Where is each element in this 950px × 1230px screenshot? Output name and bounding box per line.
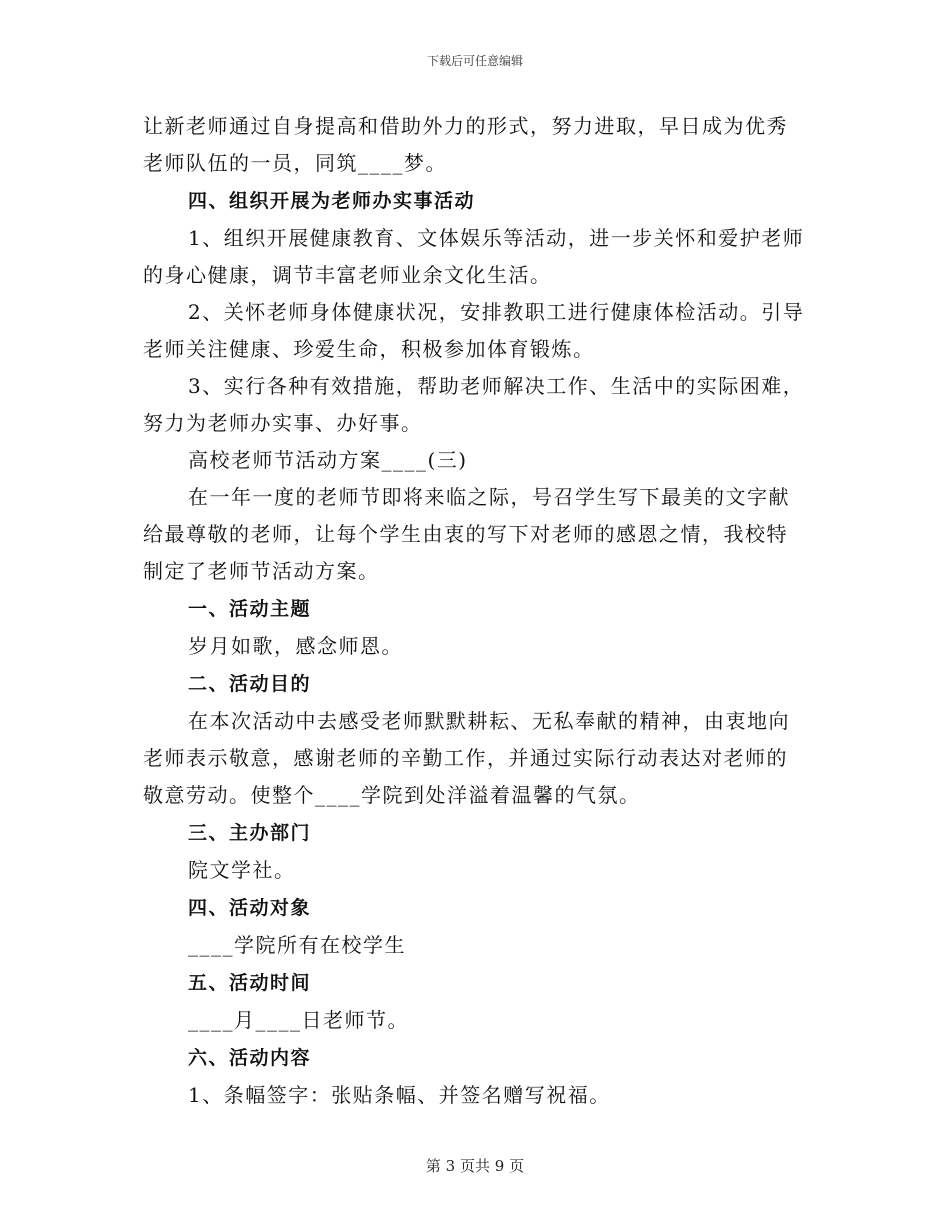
section-heading: 六、活动内容 <box>188 1047 312 1069</box>
paragraph-line: 的身心健康，调节丰富老师业余文化生活。 <box>143 263 552 287</box>
paragraph-line: 老师队伍的一员，同筑____梦。 <box>143 151 447 175</box>
paragraph-line: 让新老师通过自身提高和借助外力的形式，努力进取，早日成为优秀 <box>143 114 788 138</box>
section-heading: 四、活动对象 <box>188 897 312 919</box>
section-heading: 三、主办部门 <box>188 822 312 844</box>
paragraph-line: 在一年一度的老师节即将来临之际，号召学生写下最美的文字献 <box>188 485 790 509</box>
paragraph-line: 岁月如歌，感念师恩。 <box>188 634 403 658</box>
paragraph-line: 3、实行各种有效措施，帮助老师解决工作、生活中的实际困难， <box>188 374 805 398</box>
paragraph-line: 老师表示敬意，感谢老师的辛勤工作，并通过实际行动表达对老师的 <box>143 746 788 770</box>
paragraph-line: 1、组织开展健康教育、文体娱乐等活动，进一步关怀和爱护老师 <box>188 226 805 250</box>
paragraph-line: 院文学社。 <box>188 858 296 882</box>
paragraph-line: 2、关怀老师身体健康状况，安排教职工进行健康体检活动。引导 <box>188 300 805 324</box>
section-heading: 一、活动主题 <box>188 598 312 620</box>
paragraph-line: ____月____日老师节。 <box>188 1008 409 1032</box>
page-header: 下载后可任意编辑 <box>426 54 523 68</box>
document-subtitle: 高校老师节活动方案____(三) <box>188 448 468 472</box>
paragraph-line: 敬意劳动。使整个____学院到处洋溢着温馨的气氛。 <box>143 783 641 807</box>
section-heading: 四、组织开展为老师办实事活动 <box>188 190 476 212</box>
paragraph-line: 制定了老师节活动方案。 <box>143 559 380 583</box>
paragraph-line: 在本次活动中去感受老师默默耕耘、无私奉献的精神，由衷地向 <box>188 709 790 733</box>
section-heading: 五、活动时间 <box>188 972 312 994</box>
paragraph-line: 给最尊敬的老师，让每个学生由衷的写下对老师的感恩之情，我校特 <box>143 522 788 546</box>
paragraph-line: 1、条幅签字：张贴条幅、并签名赠写祝福。 <box>188 1083 611 1107</box>
paragraph-line: ____学院所有在校学生 <box>188 933 406 957</box>
document-body <box>143 108 813 1114</box>
paragraph-line: 老师关注健康、珍爱生命，积极参加体育锻炼。 <box>143 337 595 361</box>
paragraph-line: 努力为老师办实事、办好事。 <box>143 411 423 435</box>
section-heading: 二、活动目的 <box>188 673 312 695</box>
page-number: 第 3 页共 9 页 <box>425 1157 525 1175</box>
